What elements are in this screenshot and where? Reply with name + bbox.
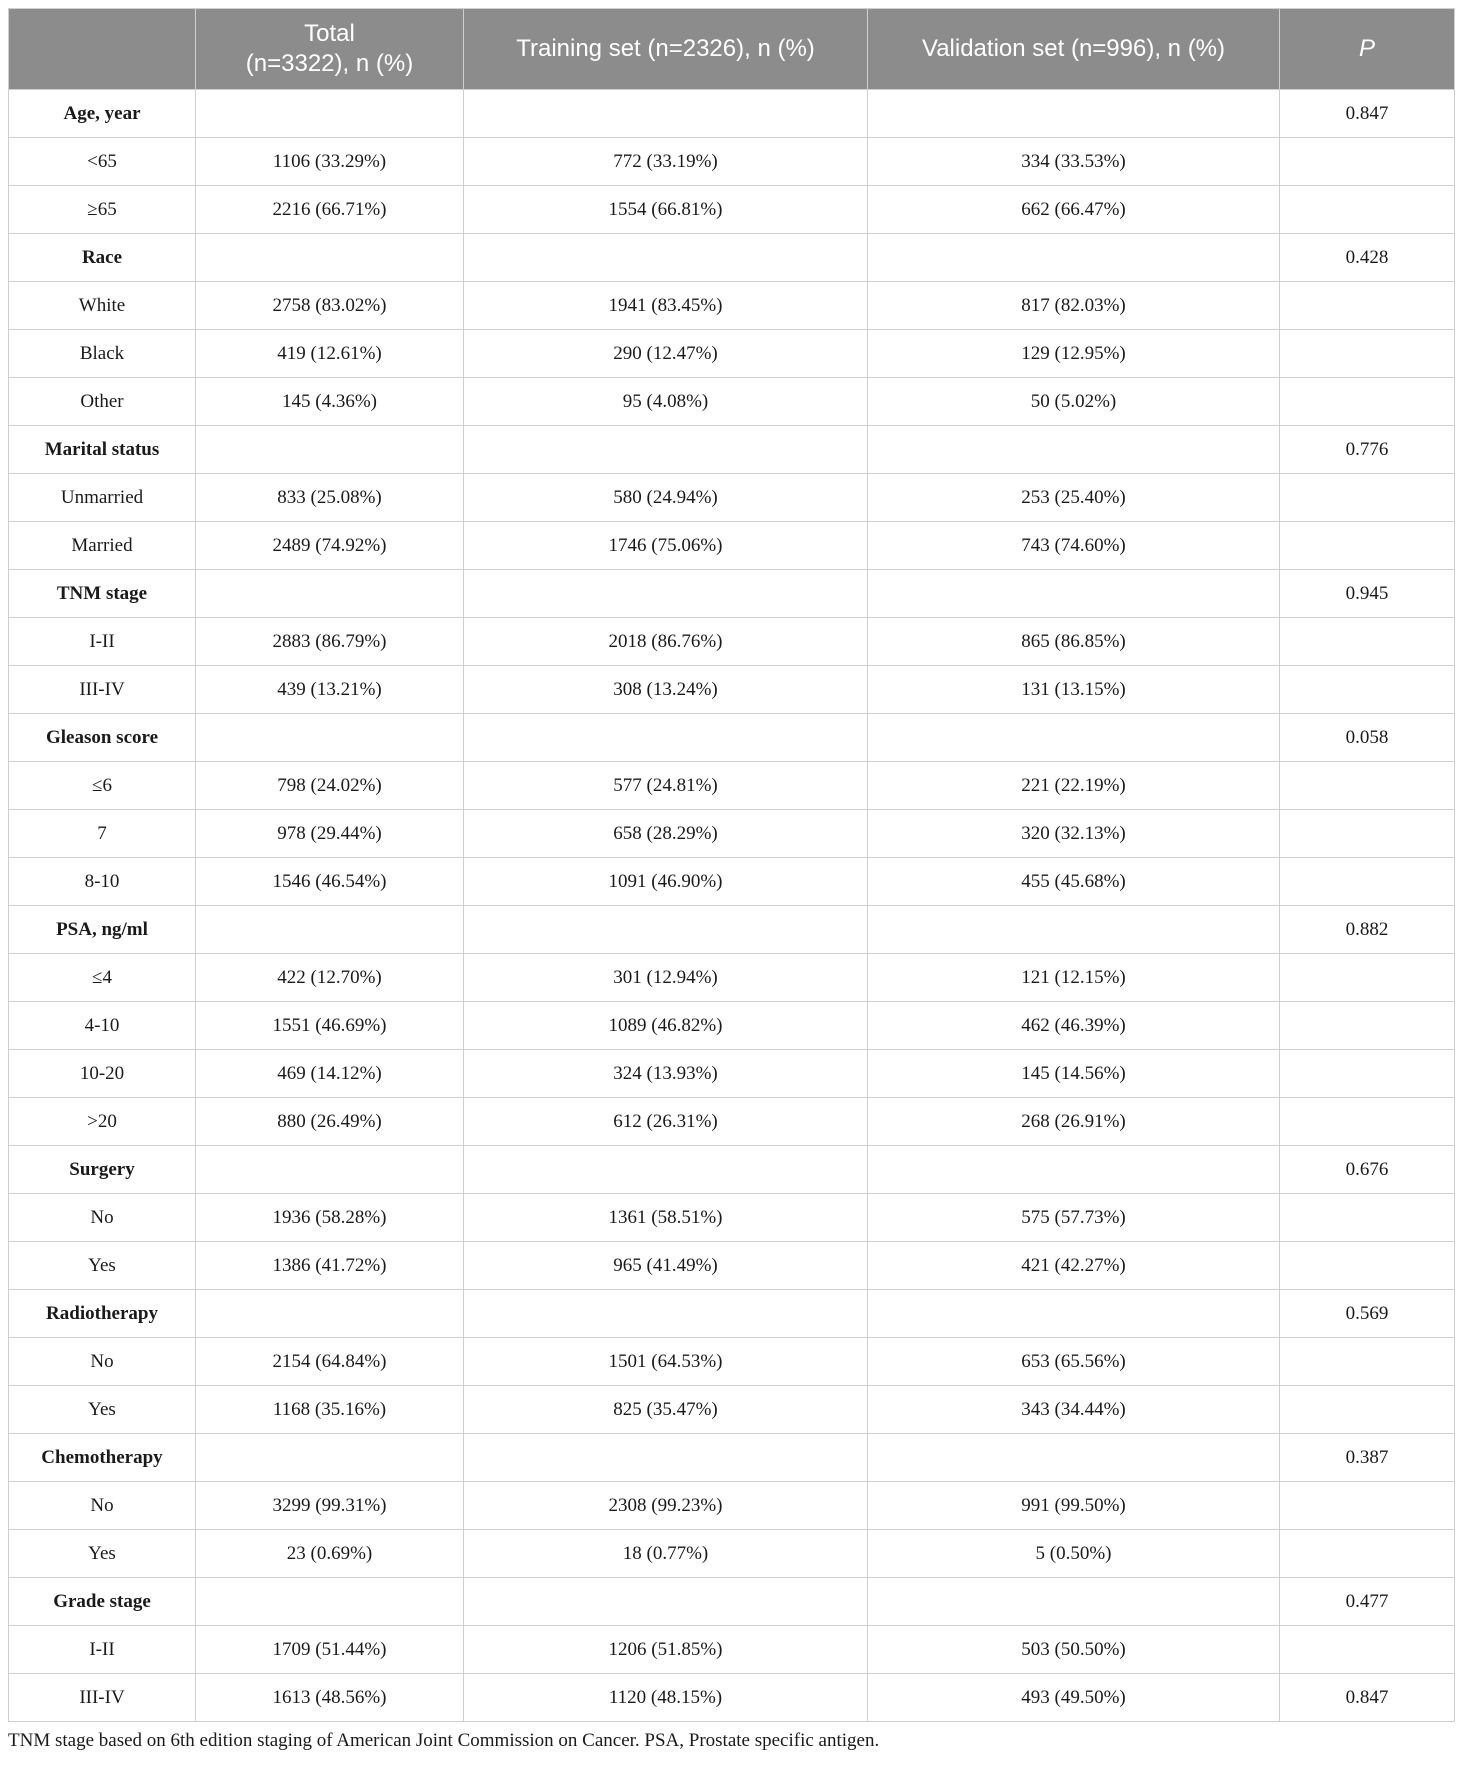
table-row [9,330,1455,378]
cell-validation: 145 (14.56%) [868,1050,1280,1098]
cell-p-value [1280,1194,1455,1242]
cell-p-value [1280,1482,1455,1530]
cell-training [464,1290,868,1338]
header-row [9,9,1455,90]
cell-validation: 253 (25.40%) [868,474,1280,522]
cell-p-value [1280,954,1455,1002]
cell-p-value [1280,1626,1455,1674]
cell-validation: 131 (13.15%) [868,666,1280,714]
cell-validation [868,1290,1280,1338]
cell-variable: III-IV [9,1674,196,1722]
cell-training: 772 (33.19%) [464,138,868,186]
cell-total: 1106 (33.29%) [196,138,464,186]
cell-total: 1546 (46.54%) [196,858,464,906]
cell-validation [868,426,1280,474]
cell-total [196,1578,464,1626]
table-group-row [9,234,1455,282]
cell-validation: 865 (86.85%) [868,618,1280,666]
cell-training: 1120 (48.15%) [464,1674,868,1722]
header-validation: Validation set (n=996), n (%) [868,9,1280,90]
cell-total: 1613 (48.56%) [196,1674,464,1722]
cell-training: 2018 (86.76%) [464,618,868,666]
cell-training [464,1578,868,1626]
cell-p-value: 0.569 [1280,1290,1455,1338]
cell-p-value [1280,522,1455,570]
cell-validation [868,1434,1280,1482]
table-group-row [9,714,1455,762]
cell-p-value [1280,666,1455,714]
baseline-characteristics-table [8,8,1455,1722]
table-group-row [9,1290,1455,1338]
cell-p-value: 0.477 [1280,1578,1455,1626]
table-row [9,138,1455,186]
cell-training: 1554 (66.81%) [464,186,868,234]
cell-total: 469 (14.12%) [196,1050,464,1098]
cell-total [196,234,464,282]
table-row [9,810,1455,858]
cell-p-value [1280,282,1455,330]
table-row [9,1098,1455,1146]
cell-p-value [1280,1338,1455,1386]
table-row [9,1050,1455,1098]
cell-validation: 221 (22.19%) [868,762,1280,810]
cell-training: 577 (24.81%) [464,762,868,810]
table-group-row [9,906,1455,954]
cell-p-value [1280,810,1455,858]
cell-variable: Chemotherapy [9,1434,196,1482]
table-group-row [9,90,1455,138]
table-group-row [9,1146,1455,1194]
cell-validation: 503 (50.50%) [868,1626,1280,1674]
cell-training: 1941 (83.45%) [464,282,868,330]
table-container [8,8,1454,1752]
cell-total [196,906,464,954]
cell-training: 1091 (46.90%) [464,858,868,906]
cell-total: 1551 (46.69%) [196,1002,464,1050]
cell-variable: Yes [9,1530,196,1578]
cell-validation [868,714,1280,762]
cell-validation: 334 (33.53%) [868,138,1280,186]
cell-total: 880 (26.49%) [196,1098,464,1146]
cell-p-value: 0.882 [1280,906,1455,954]
cell-total: 1386 (41.72%) [196,1242,464,1290]
cell-variable: <65 [9,138,196,186]
cell-training: 825 (35.47%) [464,1386,868,1434]
cell-training: 324 (13.93%) [464,1050,868,1098]
table-row [9,1674,1455,1722]
cell-total: 2216 (66.71%) [196,186,464,234]
cell-training: 1361 (58.51%) [464,1194,868,1242]
cell-total: 833 (25.08%) [196,474,464,522]
cell-total: 1709 (51.44%) [196,1626,464,1674]
table-row [9,1530,1455,1578]
header-total-line1: Total [304,20,355,47]
cell-validation [868,1578,1280,1626]
cell-total: 1168 (35.16%) [196,1386,464,1434]
cell-total: 2154 (64.84%) [196,1338,464,1386]
cell-validation [868,906,1280,954]
cell-total [196,570,464,618]
cell-p-value [1280,138,1455,186]
cell-total: 978 (29.44%) [196,810,464,858]
cell-total: 2883 (86.79%) [196,618,464,666]
cell-variable: ≤6 [9,762,196,810]
cell-variable: Marital status [9,426,196,474]
cell-variable: No [9,1338,196,1386]
table-row [9,1338,1455,1386]
table-row [9,1482,1455,1530]
cell-p-value [1280,1002,1455,1050]
cell-training: 965 (41.49%) [464,1242,868,1290]
cell-p-value [1280,618,1455,666]
table-body [9,90,1455,1722]
cell-training: 95 (4.08%) [464,378,868,426]
cell-total [196,426,464,474]
table-row [9,762,1455,810]
cell-p-value: 0.776 [1280,426,1455,474]
cell-validation: 575 (57.73%) [868,1194,1280,1242]
cell-variable: Unmarried [9,474,196,522]
cell-total [196,1146,464,1194]
cell-variable: PSA, ng/ml [9,906,196,954]
cell-training [464,1434,868,1482]
cell-total [196,90,464,138]
cell-training [464,426,868,474]
cell-total: 419 (12.61%) [196,330,464,378]
cell-validation: 421 (42.27%) [868,1242,1280,1290]
cell-total [196,1290,464,1338]
cell-p-value [1280,1242,1455,1290]
cell-validation: 493 (49.50%) [868,1674,1280,1722]
cell-total: 439 (13.21%) [196,666,464,714]
cell-p-value [1280,1050,1455,1098]
cell-training [464,1146,868,1194]
cell-training: 308 (13.24%) [464,666,868,714]
cell-variable: I-II [9,618,196,666]
cell-variable: Yes [9,1242,196,1290]
cell-variable: Gleason score [9,714,196,762]
cell-validation: 5 (0.50%) [868,1530,1280,1578]
table-group-row [9,1578,1455,1626]
cell-p-value [1280,858,1455,906]
cell-total [196,714,464,762]
table-row [9,282,1455,330]
cell-validation [868,570,1280,618]
header-total [196,9,464,90]
cell-p-value: 0.387 [1280,1434,1455,1482]
cell-training: 1206 (51.85%) [464,1626,868,1674]
cell-training: 658 (28.29%) [464,810,868,858]
cell-variable: TNM stage [9,570,196,618]
cell-training [464,570,868,618]
table-group-row [9,1434,1455,1482]
cell-validation: 129 (12.95%) [868,330,1280,378]
cell-validation: 743 (74.60%) [868,522,1280,570]
cell-total: 422 (12.70%) [196,954,464,1002]
cell-validation: 50 (5.02%) [868,378,1280,426]
cell-training: 1746 (75.06%) [464,522,868,570]
cell-p-value [1280,1386,1455,1434]
cell-validation: 121 (12.15%) [868,954,1280,1002]
cell-p-value: 0.847 [1280,1674,1455,1722]
cell-p-value [1280,762,1455,810]
cell-total: 23 (0.69%) [196,1530,464,1578]
header-p-value: P [1280,9,1455,90]
cell-variable: Yes [9,1386,196,1434]
cell-training: 612 (26.31%) [464,1098,868,1146]
cell-validation: 991 (99.50%) [868,1482,1280,1530]
cell-p-value: 0.058 [1280,714,1455,762]
cell-p-value [1280,186,1455,234]
cell-variable: No [9,1194,196,1242]
cell-validation [868,1146,1280,1194]
cell-variable: White [9,282,196,330]
table-group-row [9,426,1455,474]
cell-training [464,906,868,954]
cell-variable: Other [9,378,196,426]
cell-training: 1089 (46.82%) [464,1002,868,1050]
cell-training [464,714,868,762]
cell-variable: >20 [9,1098,196,1146]
cell-p-value [1280,378,1455,426]
cell-p-value [1280,330,1455,378]
table-row [9,186,1455,234]
cell-p-value: 0.428 [1280,234,1455,282]
table-row [9,474,1455,522]
table-footnote: TNM stage based on 6th edition staging of American Joint Commission on Cancer. PSA, Prostate specific antigen. [8,1730,880,1751]
cell-variable: 7 [9,810,196,858]
cell-variable: Grade stage [9,1578,196,1626]
table-row [9,1626,1455,1674]
cell-validation: 662 (66.47%) [868,186,1280,234]
cell-validation: 320 (32.13%) [868,810,1280,858]
cell-total [196,1434,464,1482]
cell-total: 798 (24.02%) [196,762,464,810]
table-row [9,1002,1455,1050]
table-row [9,858,1455,906]
cell-variable: No [9,1482,196,1530]
cell-total: 1936 (58.28%) [196,1194,464,1242]
cell-variable: ≤4 [9,954,196,1002]
cell-training: 580 (24.94%) [464,474,868,522]
table-row [9,378,1455,426]
table-row [9,666,1455,714]
cell-variable: 10-20 [9,1050,196,1098]
cell-variable: 4-10 [9,1002,196,1050]
cell-variable: Married [9,522,196,570]
table-row [9,1386,1455,1434]
table-header [9,9,1455,90]
cell-validation [868,90,1280,138]
table-row [9,1242,1455,1290]
table-row [9,522,1455,570]
cell-p-value [1280,1530,1455,1578]
table-row [9,954,1455,1002]
cell-training [464,234,868,282]
cell-variable: Surgery [9,1146,196,1194]
cell-p-value: 0.847 [1280,90,1455,138]
cell-training [464,90,868,138]
cell-total: 2489 (74.92%) [196,522,464,570]
cell-training: 290 (12.47%) [464,330,868,378]
cell-validation: 455 (45.68%) [868,858,1280,906]
cell-validation: 653 (65.56%) [868,1338,1280,1386]
cell-variable: III-IV [9,666,196,714]
cell-variable: ≥65 [9,186,196,234]
cell-validation: 343 (34.44%) [868,1386,1280,1434]
cell-total: 2758 (83.02%) [196,282,464,330]
cell-total: 3299 (99.31%) [196,1482,464,1530]
cell-p-value: 0.676 [1280,1146,1455,1194]
table-row [9,1194,1455,1242]
cell-variable: I-II [9,1626,196,1674]
cell-variable: Age, year [9,90,196,138]
cell-training: 18 (0.77%) [464,1530,868,1578]
cell-validation: 817 (82.03%) [868,282,1280,330]
cell-variable: 8-10 [9,858,196,906]
cell-training: 2308 (99.23%) [464,1482,868,1530]
cell-training: 301 (12.94%) [464,954,868,1002]
header-training: Training set (n=2326), n (%) [464,9,868,90]
header-variable [9,9,196,90]
header-total-line2: (n=3322), n (%) [245,50,414,77]
cell-p-value [1280,474,1455,522]
cell-p-value [1280,1098,1455,1146]
cell-variable: Black [9,330,196,378]
cell-training: 1501 (64.53%) [464,1338,868,1386]
cell-validation: 268 (26.91%) [868,1098,1280,1146]
cell-total: 145 (4.36%) [196,378,464,426]
cell-variable: Race [9,234,196,282]
cell-validation: 462 (46.39%) [868,1002,1280,1050]
cell-variable: Radiotherapy [9,1290,196,1338]
cell-p-value: 0.945 [1280,570,1455,618]
table-row [9,618,1455,666]
table-group-row [9,570,1455,618]
cell-validation [868,234,1280,282]
